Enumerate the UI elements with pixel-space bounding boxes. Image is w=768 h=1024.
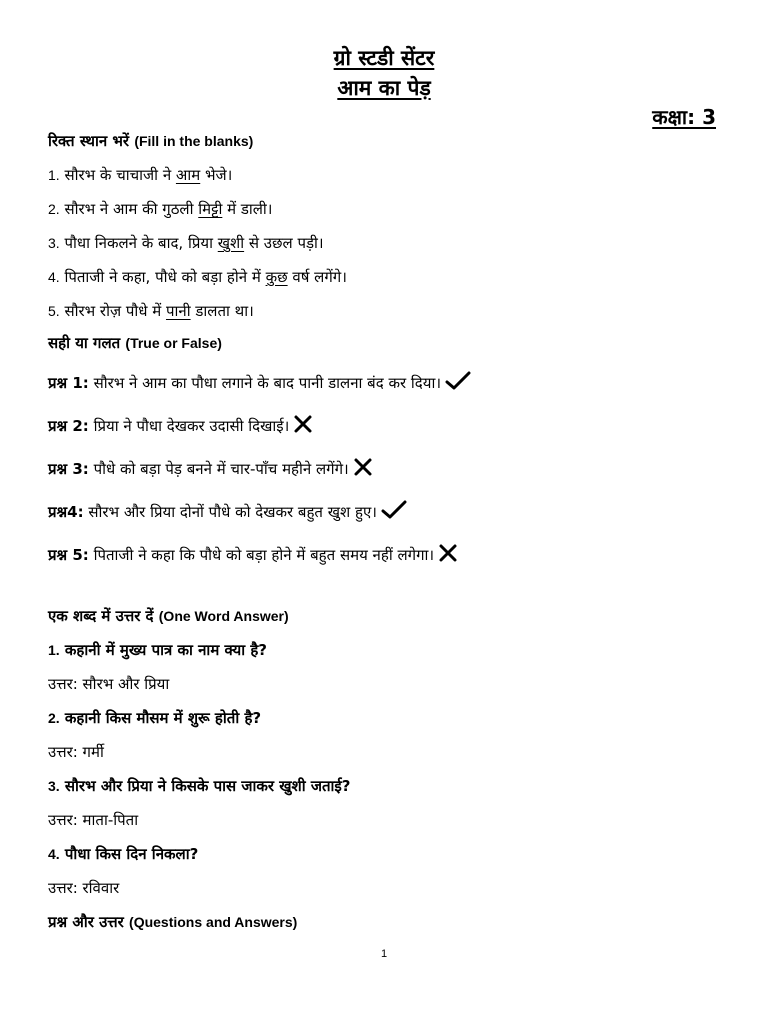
item-number: 4. bbox=[48, 269, 60, 285]
question-text: पिताजी ने कहा कि पौधे को बड़ा होने में बहुत समय नहीं लगेगा। bbox=[88, 546, 435, 564]
one-word-question bbox=[48, 843, 728, 865]
questions-answers-heading bbox=[48, 911, 728, 933]
true-false-item bbox=[48, 371, 728, 397]
question-number: 2. bbox=[48, 710, 60, 726]
fill-blank-item bbox=[48, 300, 728, 322]
item-text-after: में डाली। bbox=[222, 200, 273, 218]
question-label: प्रश्न 3: bbox=[48, 460, 89, 478]
qa-heading-en: (Questions and Answers) bbox=[129, 914, 298, 930]
question-text: कहानी में मुख्य पात्र का नाम क्या है? bbox=[59, 641, 268, 659]
one-word-heading-en: (One Word Answer) bbox=[158, 608, 289, 624]
blank-answer: कुछ bbox=[265, 268, 288, 286]
blank-answer: पानी bbox=[165, 302, 191, 320]
fill-blank-item bbox=[48, 164, 728, 186]
item-text-before: सौरभ ने आम की गुठली bbox=[59, 200, 199, 218]
item-text-before: पौधा निकलने के बाद, प्रिया bbox=[59, 234, 218, 252]
cross-icon bbox=[293, 414, 313, 440]
one-word-answer: उत्तर: गर्मी bbox=[48, 743, 104, 761]
one-word-question bbox=[48, 707, 728, 729]
one-word-answer-section bbox=[48, 605, 728, 899]
question-label: प्रश्न 5: bbox=[48, 546, 89, 564]
question-text: सौरभ और प्रिया ने किसके पास जाकर खुशी जताई? bbox=[59, 777, 351, 795]
item-text-before: पिताजी ने कहा, पौधे को बड़ा होने में bbox=[59, 268, 266, 286]
question-label: प्रश्न 2: bbox=[48, 417, 89, 435]
blank-answer: खुशी bbox=[217, 234, 245, 252]
true-false-heading-hi: सही या गलत bbox=[48, 334, 121, 352]
item-text-before: सौरभ रोज़ पौधे में bbox=[59, 302, 166, 320]
one-word-question bbox=[48, 775, 728, 797]
question-number: 4. bbox=[48, 846, 60, 862]
qa-heading-hi: प्रश्न और उत्तर bbox=[48, 913, 124, 931]
question-text: पौधे को बड़ा पेड़ बनने में चार-पाँच महीने लगेंगे। bbox=[88, 460, 349, 478]
true-false-item bbox=[48, 500, 728, 526]
class-label: कक्षा: 3 bbox=[652, 105, 716, 129]
question-number: 3. bbox=[48, 778, 60, 794]
fill-blanks-heading-en: (Fill in the blanks) bbox=[134, 133, 254, 149]
question-number: 1. bbox=[48, 642, 60, 658]
one-word-answer: उत्तर: सौरभ और प्रिया bbox=[48, 675, 170, 693]
fill-blank-item bbox=[48, 232, 728, 254]
question-label: प्रश्न 1: bbox=[48, 374, 89, 392]
one-word-answer: उत्तर: माता-पिता bbox=[48, 811, 139, 829]
fill-blanks-heading-hi: रिक्त स्थान भरें bbox=[48, 132, 130, 150]
school-title: ग्रो स्टडी सेंटर bbox=[333, 46, 435, 70]
true-false-section bbox=[48, 332, 728, 569]
blank-answer: आम bbox=[175, 166, 201, 184]
fill-blank-item bbox=[48, 266, 728, 288]
question-text: प्रिया ने पौधा देखकर उदासी दिखाई। bbox=[88, 417, 290, 435]
one-word-heading bbox=[48, 605, 728, 627]
question-text: कहानी किस मौसम में शुरू होती है? bbox=[59, 709, 262, 727]
true-false-item bbox=[48, 543, 728, 569]
item-text-after: वर्ष लगेंगे। bbox=[287, 268, 347, 286]
item-number: 2. bbox=[48, 201, 60, 217]
cross-icon bbox=[353, 457, 373, 483]
check-icon bbox=[381, 500, 407, 526]
one-word-answer: उत्तर: रविवार bbox=[48, 879, 120, 897]
worksheet-content bbox=[48, 130, 728, 933]
question-label: प्रश्न4: bbox=[48, 503, 84, 521]
true-false-item bbox=[48, 414, 728, 440]
page-number: 1 bbox=[380, 948, 388, 960]
cross-icon bbox=[438, 543, 458, 569]
item-text-before: सौरभ के चाचाजी ने bbox=[59, 166, 176, 184]
one-word-heading-hi: एक शब्द में उत्तर दें bbox=[48, 607, 154, 625]
one-word-question bbox=[48, 639, 728, 661]
blank-answer: मिट्टी bbox=[198, 200, 223, 218]
true-false-heading-en: (True or False) bbox=[125, 335, 222, 351]
true-false-item bbox=[48, 457, 728, 483]
question-text: सौरभ ने आम का पौधा लगाने के बाद पानी डालना बंद कर दिया। bbox=[88, 374, 442, 392]
item-text-after: से उछल पड़ी। bbox=[244, 234, 324, 252]
fill-blank-item bbox=[48, 198, 728, 220]
true-false-heading bbox=[48, 332, 728, 354]
item-number: 1. bbox=[48, 167, 60, 183]
item-text-after: भेजे। bbox=[200, 166, 233, 184]
check-icon bbox=[445, 371, 471, 397]
lesson-title: आम का पेड़ bbox=[337, 76, 431, 100]
fill-blanks-heading bbox=[48, 130, 728, 152]
item-number: 5. bbox=[48, 303, 60, 319]
question-text: पौधा किस दिन निकला? bbox=[59, 845, 199, 863]
item-number: 3. bbox=[48, 235, 60, 251]
question-text: सौरभ और प्रिया दोनों पौधे को देखकर बहुत खुश हुए। bbox=[83, 503, 377, 521]
fill-in-blanks-section bbox=[48, 130, 728, 322]
item-text-after: डालता था। bbox=[190, 302, 254, 320]
